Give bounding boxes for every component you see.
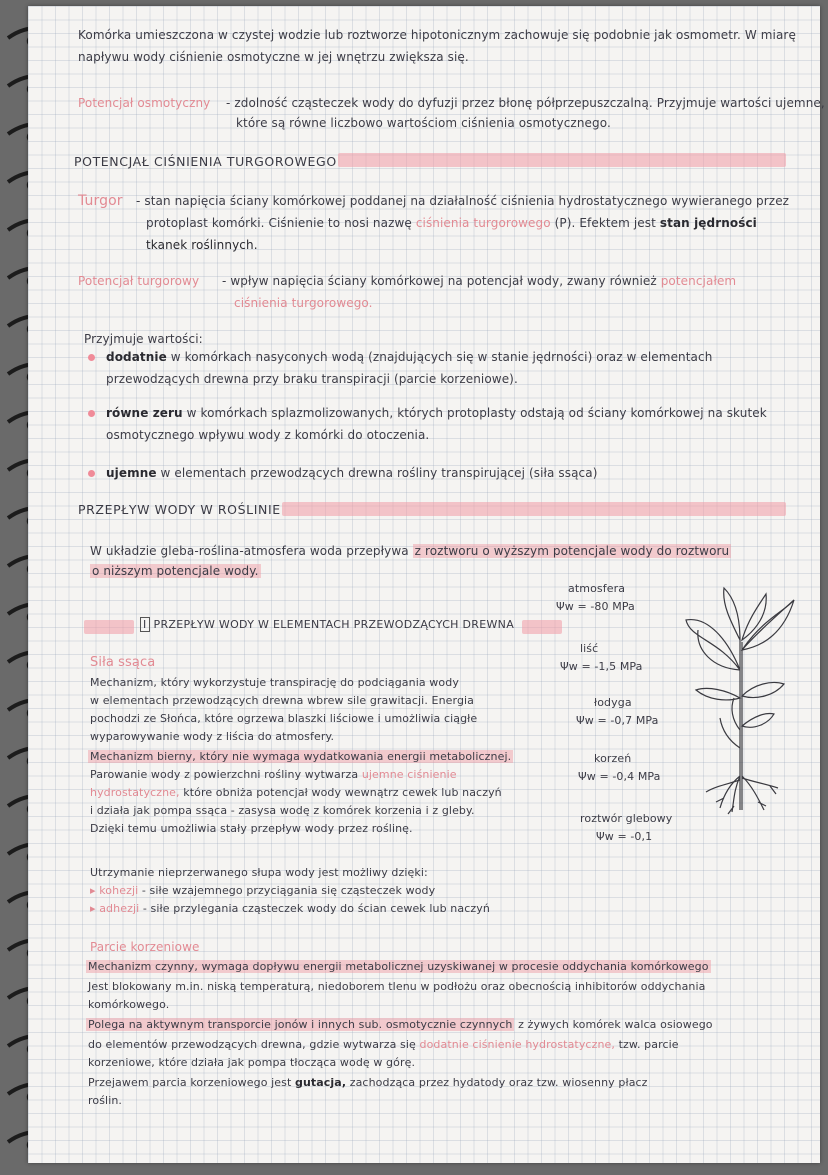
- diagram-leaf-value: Ψw = -1,5 MPa: [560, 660, 643, 673]
- flow-line-2: o niższym potencjale wody.: [92, 564, 259, 578]
- value-positive-line-2: przewodzących drewna przy braku transpiracji (parcie korzeniowe).: [106, 372, 518, 386]
- plant-sketch-icon: [678, 580, 798, 816]
- root-pressure-line-5b: dodatnie ciśnienie hydrostatyczne,: [419, 1038, 615, 1051]
- value-zero-line-2: osmotycznego wpływu wody z komórki do otoczenia.: [106, 428, 430, 442]
- flow-line-1b: z roztworu o wyższym potencjale wody do roztworu: [414, 544, 730, 558]
- root-pressure-line-4b: z żywych komórek walca osiowego: [518, 1018, 713, 1031]
- heading-xylem-flow: PRZEPŁYW WODY W ELEMENTACH PRZEWODZĄCYCH DREWNA: [153, 618, 515, 631]
- value-positive-line-1: w komórkach nasyconych wodą (znajdujących się w stanie jędrności) oraz w elementach: [170, 350, 713, 364]
- suction-line-6b: ujemne ciśnienie: [361, 768, 457, 781]
- diagram-root-value: Ψw = -0,4 MPa: [578, 770, 661, 783]
- turgor-line-2c: (P). Efektem jest: [554, 216, 656, 230]
- diagram-atmosphere-label: atmosfera: [568, 582, 626, 595]
- turgor-line-1: - stan napięcia ściany komórkowej poddanej na działalność ciśnienia hydrostatycznego wywieranego przez: [136, 194, 790, 208]
- turgor-pressure-term: ciśnienia turgorowego: [415, 216, 551, 230]
- root-pressure-line-8: roślin.: [88, 1094, 123, 1107]
- value-zero-term: równe zeru: [106, 406, 183, 420]
- diagram-atmosphere-value: Ψw = -80 MPa: [556, 600, 635, 613]
- root-pressure-line-3: komórkowego.: [88, 998, 170, 1011]
- root-pressure-line-1: Mechanizm czynny, wymaga dopływu energii metabolicznej uzyskiwanej w procesie oddychania komórkowego: [88, 960, 709, 973]
- suction-line-1: Mechanizm, który wykorzystuje transpirację do podciągania wody: [90, 676, 459, 689]
- turgor-term: Turgor: [78, 193, 123, 209]
- root-pressure-line-7c: zachodząca przez hydatody oraz tzw. wiosenny płacz: [349, 1076, 648, 1089]
- diagram-stem-label: łodyga: [594, 696, 632, 709]
- cohesion-term: kohezji: [99, 884, 139, 897]
- diagram-soil-label: roztwór glebowy: [580, 812, 673, 825]
- diagram-leaf-label: liść: [580, 642, 599, 655]
- suction-line-9: Dzięki temu umożliwia stały przepływ wody przez roślinę.: [90, 822, 413, 835]
- root-pressure-term: Parcie korzeniowe: [90, 940, 200, 954]
- turgor-line-2a: protoplast komórki. Ciśnienie to nosi nazwę: [146, 216, 412, 230]
- suction-line-7b: które obniża potencjał wody wewnątrz cewek lub naczyń: [183, 786, 502, 799]
- osmotic-potential-term: Potencjał osmotyczny: [78, 96, 211, 110]
- root-pressure-line-7a: Przejawem parcia korzeniowego jest: [88, 1076, 292, 1089]
- turgor-potential-line-1a: - wpływ napięcia ściany komórkowej na potencjał wody, zwany również: [222, 274, 657, 288]
- bullet-dot-icon: [88, 470, 95, 477]
- value-negative-term: ujemne: [106, 466, 157, 480]
- suction-line-5: Mechanizm bierny, który nie wymaga wydatkowania energii metabolicznej.: [90, 750, 512, 763]
- heading-highlight-bar: [338, 153, 786, 167]
- root-pressure-line-4a: Polega na aktywnym transporcie jonów i innych sub. osmotycznie czynnych: [88, 1018, 513, 1031]
- values-intro: Przyjmuje wartości:: [84, 332, 203, 346]
- guttation-term: gutacja,: [295, 1076, 347, 1089]
- suction-line-6a: Parowanie wody z powierzchni rośliny wytwarza: [90, 768, 359, 781]
- cohesion-intro: Utrzymanie nieprzerwanego słupa wody jest możliwy dzięki:: [90, 866, 428, 879]
- suction-line-8: i działa jak pompa ssąca - zasysa wodę z komórek korzenia i z gleby.: [90, 804, 475, 817]
- turgor-line-3: tkanek roślinnych.: [146, 238, 258, 252]
- root-pressure-line-2: Jest blokowany m.in. niską temperaturą, niedoborem tlenu w podłożu oraz obecnością inhibitorów oddychania: [88, 980, 706, 993]
- root-pressure-line-5c: tzw. parcie: [618, 1038, 679, 1051]
- heading-highlight-bar: [84, 620, 134, 634]
- suction-line-4: wyparowywanie wody z liścia do atmosfery.: [90, 730, 335, 743]
- flow-line-1a: W układzie gleba-roślina-atmosfera woda przepływa: [90, 544, 409, 558]
- bullet-dot-icon: [88, 410, 95, 417]
- value-negative-line-1: w elementach przewodzących drewna rośliny transpirującej (siła ssąca): [160, 466, 598, 480]
- value-positive-term: dodatnie: [106, 350, 167, 364]
- bullet-dot-icon: [88, 354, 95, 361]
- osmotic-potential-line-2: które są równe liczbowo wartościom ciśnienia osmotycznego.: [236, 116, 611, 130]
- heading-water-flow: PRZEPŁYW WODY W ROŚLINIE: [78, 502, 281, 517]
- turgor-firmness-term: stan jędrności: [659, 216, 757, 230]
- section-number-badge: I: [140, 617, 150, 632]
- suction-line-3: pochodzi ze Słońca, które ogrzewa blaszki liściowe i umożliwia ciągłe: [90, 712, 478, 725]
- intro-line-2: napływu wody ciśnienie osmotyczne w jej wnętrzu zwiększa się.: [78, 50, 469, 64]
- heading-highlight-bar: [522, 620, 562, 634]
- heading-turgor-pressure: POTENCJAŁ CIŚNIENIA TURGOROWEGO: [74, 154, 337, 169]
- diagram-root-label: korzeń: [594, 752, 632, 765]
- adhesion-term: adhezji: [99, 902, 140, 915]
- diagram-stem-value: Ψw = -0,7 MPa: [576, 714, 659, 727]
- adhesion-desc: - siłe przylegania cząsteczek wody do ścian cewek lub naczyń: [142, 902, 490, 915]
- heading-highlight-bar: [282, 502, 786, 516]
- root-pressure-line-5a: do elementów przewodzących drewna, gdzie wytwarza się: [88, 1038, 416, 1051]
- turgor-potential-line-2: ciśnienia turgorowego.: [234, 296, 373, 310]
- root-pressure-line-6: korzeniowe, które działa jak pompa tłocząca wodę w górę.: [88, 1056, 416, 1069]
- value-zero-line-1: w komórkach splazmolizowanych, których protoplasty odstają od ściany komórkowej na skutek: [186, 406, 767, 420]
- intro-line-1: Komórka umieszczona w czystej wodzie lub roztworze hipotonicznym zachowuje się podobnie jak osmometr. W miarę: [78, 28, 796, 42]
- suction-line-2: w elementach przewodzących drewna wbrew sile grawitacji. Energia: [90, 694, 475, 707]
- osmotic-potential-line-1: - zdolność cząsteczek wody do dyfuzji przez błonę półprzepuszczalną. Przyjmuje wartości ujemne,: [226, 96, 825, 110]
- turgor-potential-term: Potencjał turgorowy: [78, 274, 200, 288]
- suction-line-7a: hydrostatyczne,: [90, 786, 180, 799]
- turgor-potential-line-1b: potencjałem: [660, 274, 737, 288]
- diagram-soil-value: Ψw = -0,1: [596, 830, 653, 843]
- notebook-page: Komórka umieszczona w czystej wodzie lub roztworze hipotonicznym zachowuje się podobnie jak osmometr. W miarę napływu wody ciśnienie osmotyczne w jej wnętrzu zwiększa się. Potencjał osmotyczny - zdolność cząsteczek wody do dyfuzji przez błonę półprzepuszczalną. Przyjmuje wartości ujemne, które są równe liczbowo wartościom ciśnienia osmotycznego. POTENCJAŁ CIŚNIENIA TURGOROWEGO Turgor - stan napięcia ściany komórkowej poddanej na działalność ciśnienia hydrostatycznego wywieranego przez protoplast komórki. Ciśnienie to nosi nazwę ciśnienia turgorowego (P). Efektem jest stan jędrności tkanek roślinnych. Potencjał turgorowy - wpływ napięcia ściany komórkowej na potencjał wody, zwany również potencjałem ciśnienia turgorowego. Przyjmuje wartości: dodatnie w komórkach nasyconych wodą (znajdujących się w stanie jędrności) oraz w elementach przewodzących drewna przy braku transpiracji (parcie korzeniowe). równe zeru w komórkach splazmolizowanych, których protoplasty odstają od ściany komórkowej na skutek osmotycznego wpływu wody z komórki do otoczenia. ujemne w elementach przewodzących drewna rośliny transpirującej (siła ssąca) PRZEPŁYW WODY W ROŚLINIE W układzie gleba-roślina-atmosfera woda przepływa z roztworu o wyższym potencjale wody do roztworu o niższym potencjale wody. I PRZEPŁYW WODY W ELEMENTACH PRZEWODZĄCYCH DREWNA Siła ssąca Mechanizm, który wykorzystuje transpirację do podciągania wody w elementach przewodzących drewna wbrew sile grawitacji. Energia pochodzi ze Słońca, które ogrzewa blaszki liściowe i umożliwia ciągłe wyparowywanie wody z liścia do atmosfery. Mechanizm bierny, który nie wymaga wydatkowania energii metabolicznej. Parowanie wody z powierzchni rośliny wytwarza ujemne ciśnienie hydrostatyczne, które obniża potencjał wody wewnątrz cewek lub naczyń i działa jak pompa ssąca - zasysa wodę z komórek korzenia i z gleby. Dzięki temu umożliwia stały przepływ wody przez roślinę. atmosfera Ψw = -80 MPa liść Ψw = -1,5 MPa łodyga Ψw = -0,7 MPa korzeń Ψw = -0,4 MPa roztwór glebowy Ψw = -0,1 Utrzymanie nieprzerwanego słupa wody jest możliwy dzięki: ▸ kohezji - siłe wzajemnego przyciągania się cząsteczek wody ▸ adhezji - siłe przylegania cząsteczek wody do ścian cewek lub naczyń Parcie korzeniowe Mechanizm czynny, wymaga dopływu energii metabolicznej uzyskiwanej w procesie oddychania komórkowego Jest blokowany m.in. niską temperaturą, niedoborem tlenu w podłożu oraz obecnością inhibitorów oddychania komórkowego. Polega na aktywnym transporcie jonów i innych sub. osmotycznie czynnych z żywych komórek walca osiowego do elementów przewodzących drewna, gdzie wytwarza się dodatnie ciśnienie hydrostatyczne, tzw. parcie korzeniowe, które działa jak pompa tłocząca wodę w górę. Przejawem parcia korzeniowego jest gutacja, zachodząca przez hydatody oraz tzw. wiosenny płacz roślin.: [28, 6, 820, 1163]
- cohesion-desc: - siłe wzajemnego przyciągania się cząsteczek wody: [141, 884, 436, 897]
- suction-force-term: Siła ssąca: [90, 655, 156, 670]
